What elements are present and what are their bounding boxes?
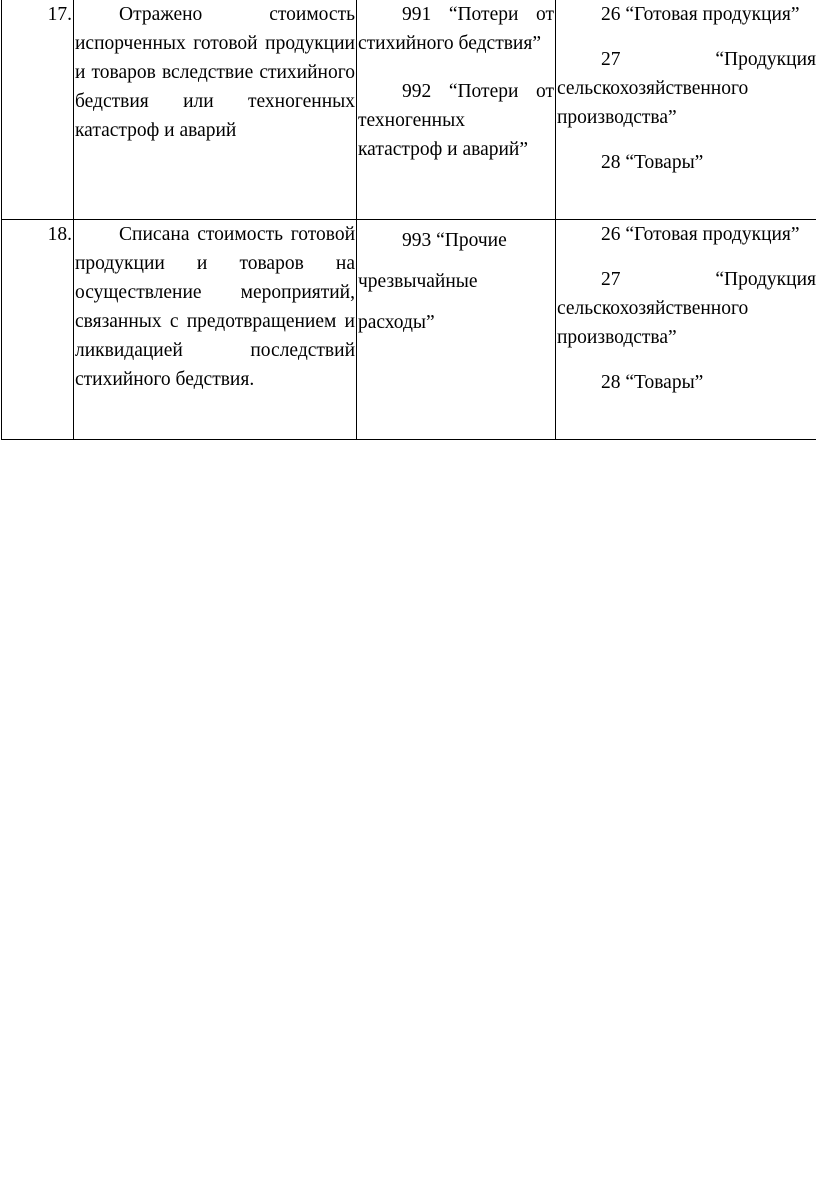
credit-account: 26 “Готовая продукция” (601, 4, 800, 25)
credit-account: 27 “Продукция сельскохозяйственного производства” (557, 269, 816, 348)
description-cell (74, 0, 357, 220)
debit-account: 991 “Потери от стихийного бедствия” (358, 4, 554, 54)
entry-description: Отражено стоимость испорченных готовой продукции и товаров вследствие стихийного бедствия или техногенных катастроф и аварий (75, 4, 355, 141)
entry-description: Списана стоимость готовой продукции и товаров на осуществление мероприятий, связанных с предотвращением и ликвидацией последствий стихийного бедствия. (75, 224, 355, 390)
credit-account: 27 “Продукция сельскохозяйственного производства” (557, 49, 816, 128)
credit-account: 28 “Товары” (601, 372, 704, 393)
debit-account-cell (357, 0, 556, 220)
row-number-cell (2, 0, 74, 220)
credit-account-cell (556, 220, 816, 440)
row-number: 18. (47, 224, 72, 245)
table-row (2, 220, 816, 440)
row-number-cell (2, 220, 74, 440)
row-number: 17. (47, 4, 72, 25)
description-cell (74, 220, 357, 440)
debit-account: 992 “Потери от техногенных катастроф и аварий” (358, 81, 554, 160)
journal-entries-table (1, 0, 816, 440)
credit-account: 28 “Товары” (601, 152, 704, 173)
table-row (2, 0, 816, 220)
credit-account: 26 “Готовая продукция” (601, 224, 800, 245)
credit-account-cell (556, 0, 816, 220)
debit-account: 993 “Прочие чрезвычайные расходы” (358, 230, 507, 333)
debit-account-cell (357, 220, 556, 440)
